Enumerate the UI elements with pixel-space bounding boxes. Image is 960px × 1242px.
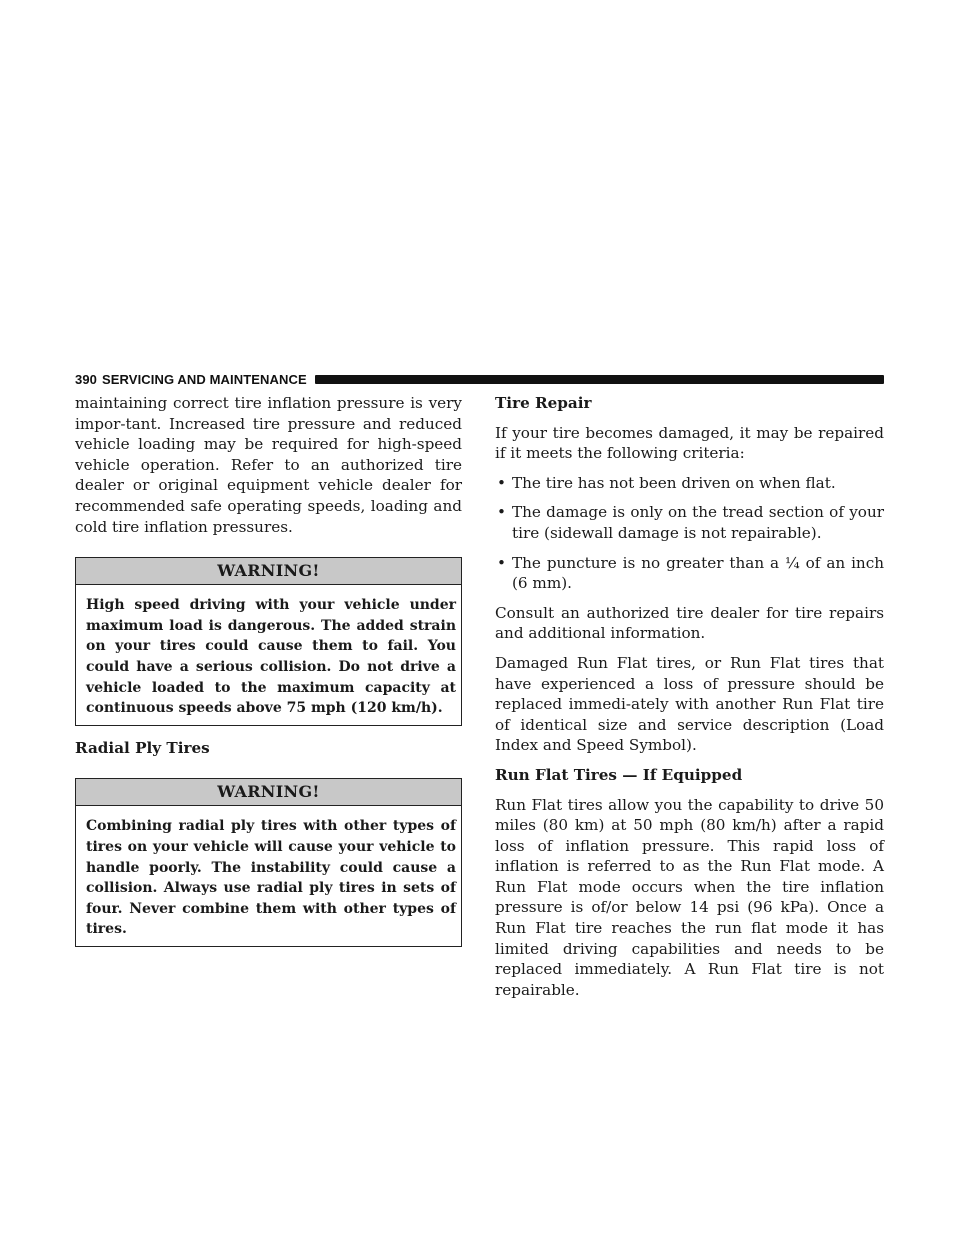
bullet-icon: • — [497, 503, 506, 522]
warning-body: Combining radial ply tires with other types of tires on your vehicle will cause your vehicle to handle poorly. The instability could cause a collision. Always use radial ply tires in sets of four. Never combine them with other types of tires. — [86, 818, 456, 938]
page-number: 390 — [75, 371, 97, 387]
right-column — [495, 393, 884, 1009]
warning-title: WARNING! — [76, 558, 461, 585]
repair-criteria-list — [495, 473, 884, 594]
run-flat-heading: Run Flat Tires — If Equipped — [495, 765, 743, 784]
list-item: • The tire has not been driven on when flat. — [497, 473, 836, 492]
intro-paragraph: maintaining correct tire inflation pressure is very impor-tant. Increased tire pressure and reduced vehicle loading may be required for high-speed vehicle operation. Refer to an authorized tire dealer or original equipment vehicle dealer for recommended safe operating speeds, loading and cold tire inflation pressures. — [75, 394, 462, 536]
bullet-icon: • — [497, 553, 506, 572]
list-item: • The damage is only on the tread section of your tire (sidewall damage is not repairable). — [497, 503, 884, 542]
radial-ply-heading: Radial Ply Tires — [75, 738, 210, 757]
consult-paragraph: Consult an authorized tire dealer for tire repairs and additional information. — [495, 603, 884, 643]
tire-repair-intro: If your tire becomes damaged, it may be repaired if it meets the following criteria: — [495, 423, 884, 463]
header-rule — [315, 375, 884, 384]
section-title: SERVICING AND MAINTENANCE — [102, 371, 307, 387]
left-column — [75, 393, 462, 959]
tire-repair-heading: Tire Repair — [495, 394, 592, 412]
damaged-runflat-paragraph: Damaged Run Flat tires, or Run Flat tires that have experienced a loss of pressure should be replaced immedi-ately with another Run Flat tire of identical size and service description (Load Index and Speed Symbol). — [495, 653, 884, 755]
page-header — [75, 371, 884, 387]
warning-box-radial — [75, 778, 462, 947]
warning-title: WARNING! — [76, 779, 461, 806]
bullet-icon: • — [497, 473, 506, 492]
warning-box-high-speed — [75, 557, 462, 726]
warning-body: High speed driving with your vehicle under maximum load is dangerous. The added strain on your tires could cause them to fail. You could have a serious collision. Do not drive a vehicle loaded to the maximum capacity at continuous speeds above 75 mph (120 km/h). — [86, 597, 456, 717]
list-item: • The puncture is no greater than a ¼ of an inch (6 mm). — [497, 553, 884, 593]
run-flat-paragraph: Run Flat tires allow you the capability to drive 50 miles (80 km) at 50 mph (80 km/h) after a rapid loss of inflation pressure. This rapid loss of inflation is referred to as the Run Flat mode. A Run Flat mode occurs when the tire inflation pressure is of/or below 14 psi (96 kPa). Once a Run Flat tire reaches the run flat mode it has limited driving capabilities and needs to be replaced immediately. A Run Flat tire is not repairable. — [495, 795, 884, 999]
